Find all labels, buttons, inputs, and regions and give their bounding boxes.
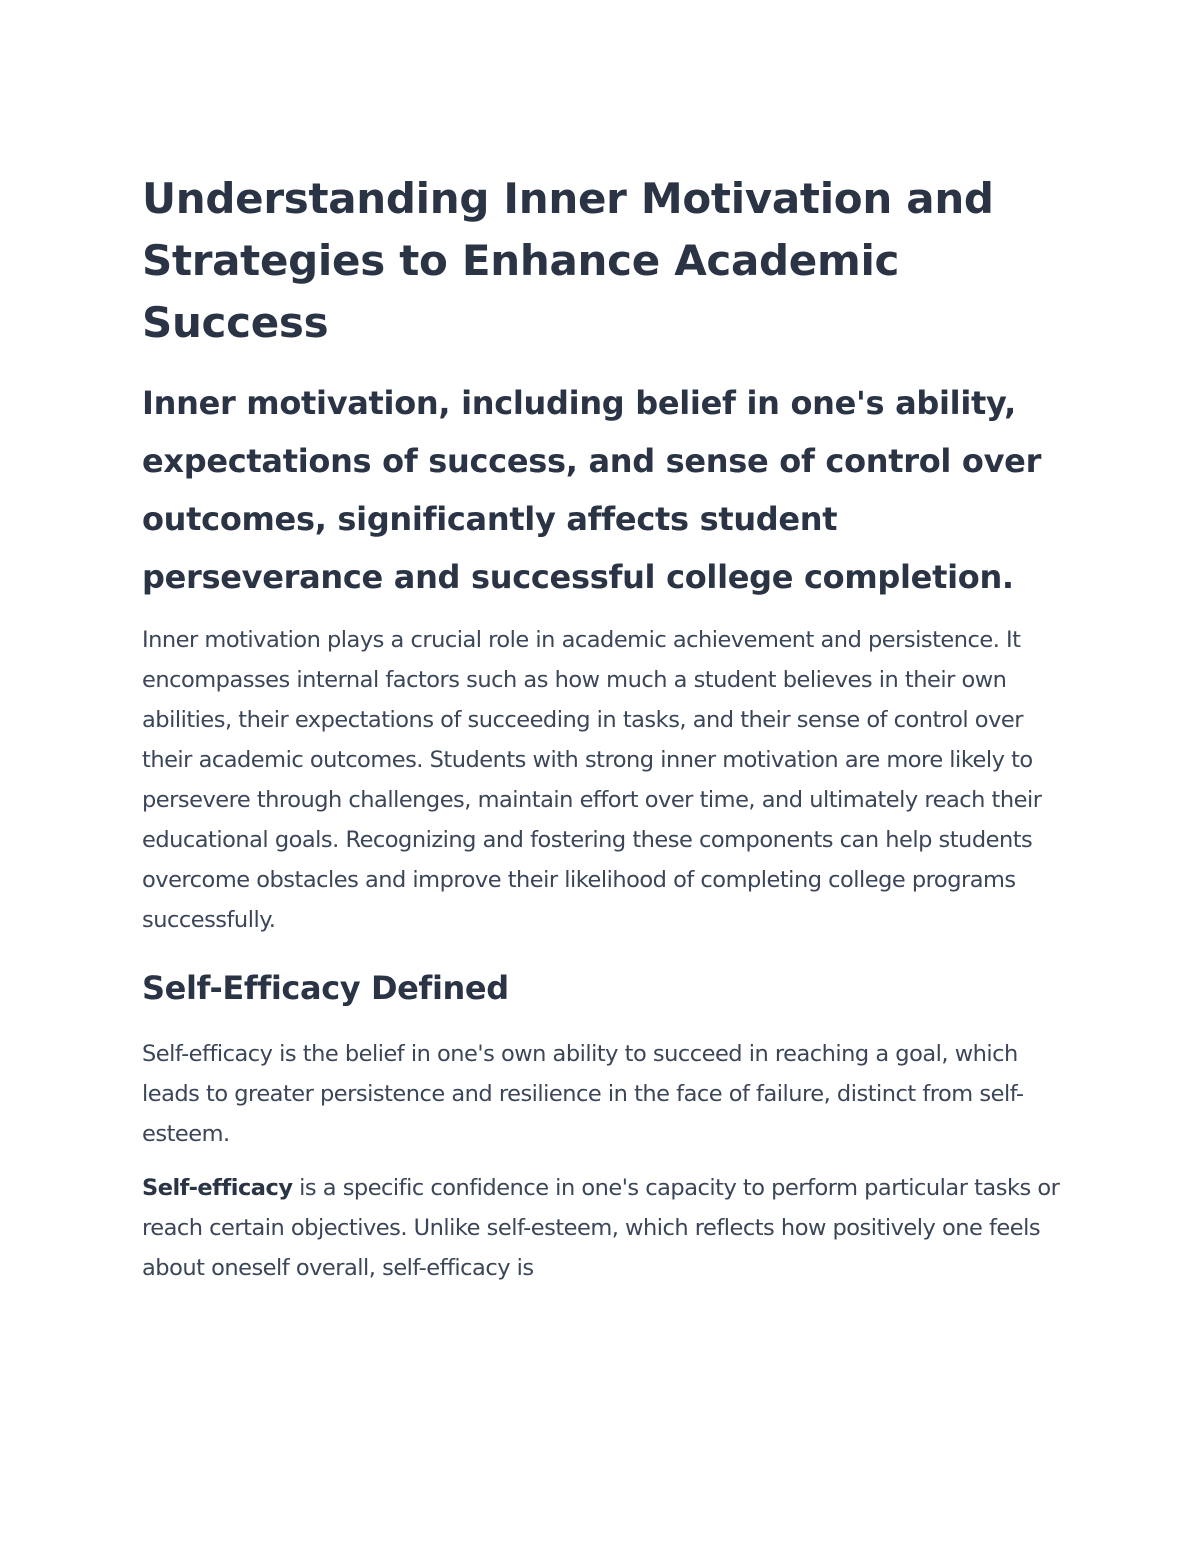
- section-body-text: is a specific confidence in one's capacity to perform particular tasks or reach certain objectives. Unlike self-esteem, which reflects how positively one feels about oneself overall, self-efficacy is: [142, 1175, 1060, 1281]
- page-subtitle: Inner motivation, including belief in one's ability, expectations of success, and sense of control over outcomes, significantly affects student perseverance and successful college completion.: [142, 384, 1042, 596]
- section-summary: Self-efficacy is the belief in one's own ability to succeed in reaching a goal, which leads to greater persistence and resilience in the face of failure, distinct from self-esteem.: [142, 1041, 1024, 1147]
- section-self-efficacy: [142, 964, 1072, 1288]
- document-page: [142, 168, 1072, 1288]
- section-heading: Self-Efficacy Defined: [142, 969, 509, 1007]
- section-body-term: Self-efficacy: [142, 1175, 293, 1201]
- section-body: [142, 1168, 1072, 1288]
- intro-paragraph: Inner motivation plays a crucial role in academic achievement and persistence. It encompasses internal factors such as how much a student believes in their own abilities, their expectations of succeeding in tasks, and their sense of control over their academic outcomes. Students with strong inner motivation are more likely to persevere through challenges, maintain effort over time, and ultimately reach their educational goals. Recognizing and fostering these components can help students overcome obstacles and improve their likelihood of completing college programs successfully.: [142, 627, 1042, 933]
- page-title: Understanding Inner Motivation and Strategies to Enhance Academic Success: [142, 174, 994, 347]
